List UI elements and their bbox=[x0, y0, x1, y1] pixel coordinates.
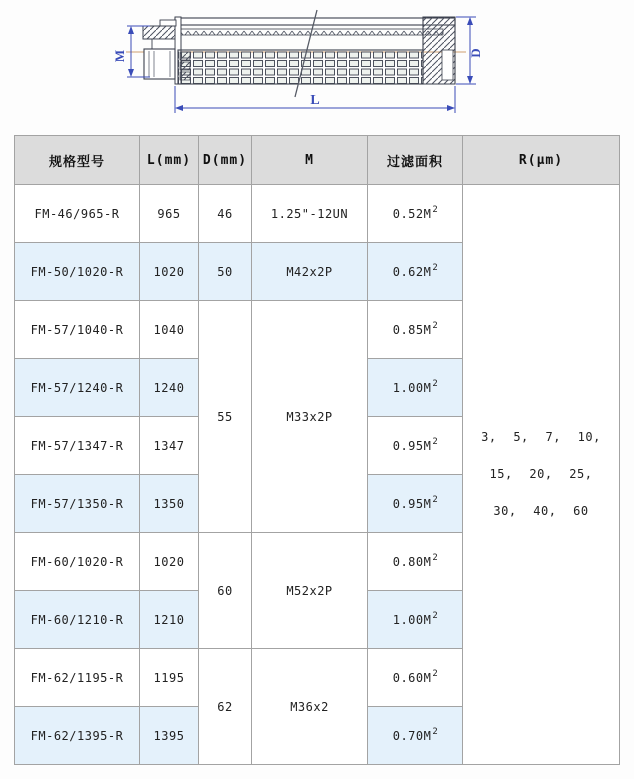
spec-table bbox=[14, 135, 620, 765]
micron-line: 30, 40, 60 bbox=[493, 504, 589, 518]
area-cell: $0.80M^2$ bbox=[368, 533, 463, 591]
area-cell: $0.60M^2$ bbox=[368, 649, 463, 707]
header-row bbox=[15, 136, 620, 185]
dim-label-d: D bbox=[468, 48, 483, 58]
micron-line: 15, 20, 25, bbox=[489, 467, 593, 481]
area-cell: $1.00M^2$ bbox=[368, 591, 463, 649]
area-exponent: 2 bbox=[432, 379, 439, 389]
thread-cell: M33x2P bbox=[252, 301, 368, 533]
model-cell: FM-62/1395-R bbox=[15, 707, 140, 765]
area-cell: $1.00M^2$ bbox=[368, 359, 463, 417]
model-cell: FM-57/1040-R bbox=[15, 301, 140, 359]
dim-label-l: L bbox=[310, 93, 320, 108]
table-row bbox=[15, 185, 620, 243]
end-cap bbox=[423, 17, 455, 84]
length-cell: 1020 bbox=[140, 533, 199, 591]
header-filter-area: 过滤面积 bbox=[368, 136, 463, 185]
area-cell: $0.52M^2$ bbox=[368, 185, 463, 243]
model-cell: FM-57/1240-R bbox=[15, 359, 140, 417]
model-cell: FM-57/1350-R bbox=[15, 475, 140, 533]
thread-cell: M36x2 bbox=[252, 649, 368, 765]
area-exponent: 2 bbox=[432, 321, 439, 331]
threaded-fitting bbox=[143, 20, 176, 79]
mesh-grid bbox=[178, 50, 423, 84]
area-cell: $0.85M^2$ bbox=[368, 301, 463, 359]
area-cell: $0.62M^2$ bbox=[368, 243, 463, 301]
area-exponent: 2 bbox=[432, 263, 439, 273]
area-cell: $0.95M^2$ bbox=[368, 417, 463, 475]
area-exponent: 2 bbox=[432, 205, 439, 215]
micron-rating-cell bbox=[463, 185, 620, 765]
model-cell: FM-46/965-R bbox=[15, 185, 140, 243]
diameter-cell: 55 bbox=[199, 301, 252, 533]
length-cell: 965 bbox=[140, 185, 199, 243]
model-cell: FM-62/1195-R bbox=[15, 649, 140, 707]
diameter-cell: 62 bbox=[199, 649, 252, 765]
dim-label-m: M bbox=[112, 49, 127, 63]
diameter-cell: 50 bbox=[199, 243, 252, 301]
filter-element-drawing bbox=[0, 0, 634, 135]
thread-cell: M52x2P bbox=[252, 533, 368, 649]
model-cell: FM-50/1020-R bbox=[15, 243, 140, 301]
model-cell: FM-60/1210-R bbox=[15, 591, 140, 649]
area-exponent: 2 bbox=[432, 611, 439, 621]
thread-cell: M42x2P bbox=[252, 243, 368, 301]
length-cell: 1020 bbox=[140, 243, 199, 301]
length-cell: 1395 bbox=[140, 707, 199, 765]
area-exponent: 2 bbox=[432, 495, 439, 505]
filter-drawing-svg bbox=[0, 0, 634, 135]
area-exponent: 2 bbox=[432, 437, 439, 447]
model-cell: FM-57/1347-R bbox=[15, 417, 140, 475]
length-cell: 1347 bbox=[140, 417, 199, 475]
area-exponent: 2 bbox=[432, 669, 439, 679]
model-cell: FM-60/1020-R bbox=[15, 533, 140, 591]
area-exponent: 2 bbox=[432, 727, 439, 737]
area-cell: $0.70M^2$ bbox=[368, 707, 463, 765]
length-cell: 1195 bbox=[140, 649, 199, 707]
header-diameter: D(mm) bbox=[199, 136, 252, 185]
header-micron-rating: R(μm) bbox=[463, 136, 620, 185]
header-length: L(mm) bbox=[140, 136, 199, 185]
length-cell: 1040 bbox=[140, 301, 199, 359]
header-model: 规格型号 bbox=[15, 136, 140, 185]
length-cell: 1210 bbox=[140, 591, 199, 649]
micron-line: 3, 5, 7, 10, bbox=[481, 430, 601, 444]
length-cell: 1240 bbox=[140, 359, 199, 417]
header-thread: M bbox=[252, 136, 368, 185]
diameter-cell: 60 bbox=[199, 533, 252, 649]
area-cell: $0.95M^2$ bbox=[368, 475, 463, 533]
length-cell: 1350 bbox=[140, 475, 199, 533]
thread-cell: 1.25"-12UN bbox=[252, 185, 368, 243]
diameter-cell: 46 bbox=[199, 185, 252, 243]
area-exponent: 2 bbox=[432, 553, 439, 563]
